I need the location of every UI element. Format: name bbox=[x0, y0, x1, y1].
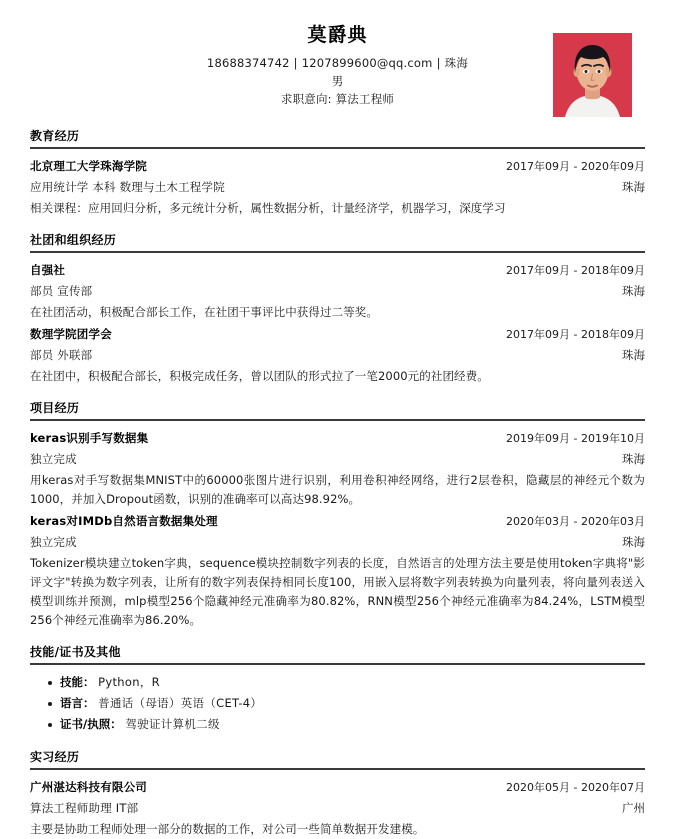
resume-entry bbox=[30, 428, 645, 509]
section-title: 社团和组织经历 bbox=[30, 233, 117, 247]
profile-photo-image bbox=[553, 33, 632, 117]
entry-location: 珠海 bbox=[622, 535, 645, 549]
entry-header-row bbox=[30, 777, 645, 798]
entry-header-row bbox=[30, 260, 645, 281]
entry-description: 在社团中，积极配合部长，积极完成任务，曾以团队的形式拉了一笔2000元的社团经费。 bbox=[30, 369, 489, 383]
entry-description: 用keras对手写数据集MNIST中的60000张图片进行识别，利用卷积神经网络，进行2层卷积，隐藏层的神经元个数为1000，并加入Dropout函数，识别的准确率可以高达98.92%。 bbox=[30, 473, 645, 506]
resume-entry bbox=[30, 511, 645, 630]
email-address: 1207899600@qq.com bbox=[301, 56, 433, 70]
section-title: 技能/证书及其他 bbox=[30, 645, 121, 659]
section-title: 教育经历 bbox=[30, 129, 80, 143]
list-item-value: 驾驶证计算机二级 bbox=[125, 717, 220, 731]
section-divider bbox=[30, 251, 645, 253]
entry-subtitle-row bbox=[30, 449, 645, 469]
entry-header-row bbox=[30, 511, 645, 532]
entry-date-range: 2017年09月 - 2018年09月 bbox=[506, 328, 645, 341]
city-label: 珠海 bbox=[444, 56, 469, 70]
entry-title: 北京理工大学珠海学院 bbox=[30, 159, 147, 173]
resume-section bbox=[0, 400, 675, 630]
resume-entry bbox=[30, 260, 645, 322]
list-item-label: 语言： bbox=[60, 696, 95, 710]
section-title: 实习经历 bbox=[30, 750, 80, 764]
entry-description: 在社团活动，积极配合部长工作，在社团干事评比中获得过二等奖。 bbox=[30, 305, 378, 319]
list-item-value: Python，R bbox=[98, 675, 160, 689]
entry-location: 珠海 bbox=[622, 284, 645, 298]
list-item-label: 技能： bbox=[60, 675, 95, 689]
entry-subtitle: 部员 外联部 bbox=[30, 348, 93, 362]
entry-title: keras对IMDb自然语言数据集处理 bbox=[30, 514, 218, 528]
entry-title: 自强社 bbox=[30, 263, 66, 277]
entry-header-row bbox=[30, 156, 645, 177]
entry-subtitle-row bbox=[30, 798, 645, 818]
entry-description: Tokenizer模块建立token字典，sequence模块控制数字列表的长度，自然语言的处理方法主要是使用token字典将"影评文字"转换为数字列表，让所有的数字列表保持相同长度100，用嵌入层将数字列表转换为向量列表，将向量列表送入模型训练并预测，mlp模型256个隐藏神经元准确率为80.82%，RNN模型256个神经元准确率为84.24%，LSTM模型256个神经元准确率为86.20%。 bbox=[30, 556, 645, 627]
entry-header-row bbox=[30, 324, 645, 345]
section-divider bbox=[30, 147, 645, 149]
entry-date-range: 2017年09月 - 2020年09月 bbox=[506, 160, 645, 173]
list-item bbox=[48, 714, 645, 735]
entry-subtitle: 独立完成 bbox=[30, 452, 77, 466]
resume-section bbox=[0, 749, 675, 839]
entry-subtitle: 独立完成 bbox=[30, 535, 77, 549]
resume-entry bbox=[30, 777, 645, 839]
entry-date-range: 2019年09月 - 2019年10月 bbox=[506, 432, 645, 445]
entry-header-row bbox=[30, 428, 645, 449]
section-divider bbox=[30, 768, 645, 770]
list-item bbox=[48, 693, 645, 714]
page-title: 莫爵典 bbox=[307, 24, 368, 46]
entry-location: 珠海 bbox=[622, 348, 645, 362]
section-divider bbox=[30, 663, 645, 665]
entry-subtitle: 应用统计学 本科 数理与土木工程学院 bbox=[30, 180, 225, 194]
list-item bbox=[48, 672, 645, 693]
entry-location: 广州 bbox=[622, 801, 645, 815]
entry-subtitle-row bbox=[30, 177, 645, 197]
entry-date-range: 2020年03月 - 2020年03月 bbox=[506, 515, 645, 528]
section-divider bbox=[30, 419, 645, 421]
contact-separator-2: | bbox=[436, 56, 441, 70]
entry-date-range: 2017年09月 - 2018年09月 bbox=[506, 264, 645, 277]
resume-header bbox=[0, 0, 675, 114]
resume-section bbox=[0, 128, 675, 218]
section-title: 项目经历 bbox=[30, 401, 80, 415]
entry-description: 相关课程：应用回归分析，多元统计分析，属性数据分析，计量经济学，机器学习，深度学习 bbox=[30, 201, 506, 215]
entry-subtitle-row bbox=[30, 281, 645, 301]
phone-number: 18688374742 bbox=[206, 56, 290, 70]
entry-location: 珠海 bbox=[622, 180, 645, 194]
resume-sections bbox=[0, 128, 675, 839]
resume-entry bbox=[30, 324, 645, 386]
list-item-label: 证书/执照： bbox=[60, 717, 122, 731]
entry-description: 主要是协助工程师处理一部分的数据的工作，对公司一些简单数据开发建模。 bbox=[30, 822, 425, 836]
resume-entry bbox=[30, 156, 645, 218]
entry-title: 广州湛达科技有限公司 bbox=[30, 780, 147, 794]
job-objective-line: 求职意向: 算法工程师 bbox=[280, 92, 395, 106]
entry-date-range: 2020年05月 - 2020年07月 bbox=[506, 781, 645, 794]
profile-photo bbox=[553, 33, 632, 117]
resume-section bbox=[0, 644, 675, 735]
entry-title: keras识别手写数据集 bbox=[30, 431, 149, 445]
entry-title: 数理学院团学会 bbox=[30, 327, 112, 341]
gender-line: 男 bbox=[331, 74, 344, 88]
entry-subtitle: 部员 宣传部 bbox=[30, 284, 93, 298]
list-item-value: 普通话（母语）英语（CET-4） bbox=[98, 696, 263, 710]
skills-list bbox=[30, 672, 645, 735]
entry-subtitle-row bbox=[30, 345, 645, 365]
entry-subtitle: 算法工程师助理 IT部 bbox=[30, 801, 139, 815]
contact-separator-1: | bbox=[293, 56, 298, 70]
entry-subtitle-row bbox=[30, 532, 645, 552]
entry-location: 珠海 bbox=[622, 452, 645, 466]
resume-section bbox=[0, 232, 675, 386]
